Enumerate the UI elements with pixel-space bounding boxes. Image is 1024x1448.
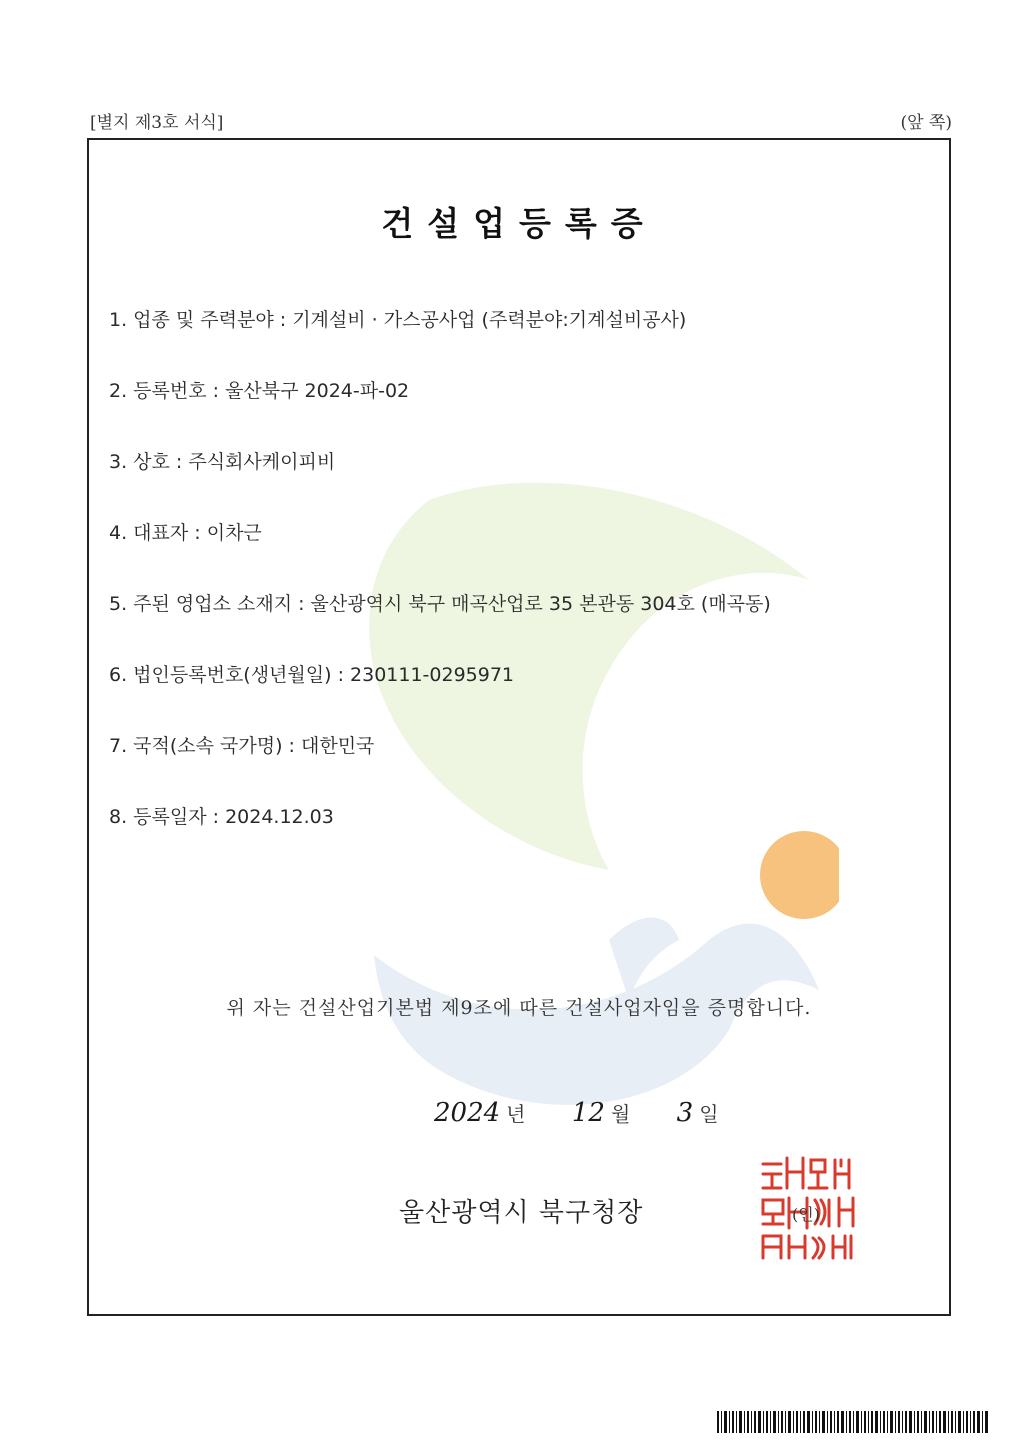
item-representative: 4. 대표자 : 이차근 bbox=[109, 522, 262, 544]
day-unit: 일 bbox=[699, 1102, 719, 1126]
item-registration-number: 2. 등록번호 : 울산북구 2024-파-02 bbox=[109, 380, 410, 402]
document-title: 건설업등록증 bbox=[381, 204, 657, 243]
item-business-type: 1. 업종 및 주력분야 : 기계설비 · 가스공사업 (주력분야:기계설비공사) bbox=[109, 309, 687, 331]
issue-month: 12 bbox=[571, 1098, 605, 1128]
year-unit: 년 bbox=[506, 1102, 526, 1126]
issue-day: 3 bbox=[676, 1098, 694, 1128]
item-nationality: 7. 국적(소속 국가명) : 대한민국 bbox=[109, 735, 375, 757]
certification-statement: 위 자는 건설산업기본법 제9조에 따른 건설사업자임을 증명합니다. bbox=[226, 997, 812, 1019]
issuer-name: 울산광역시 북구청장 bbox=[399, 1198, 644, 1228]
certificate-frame bbox=[87, 138, 951, 1316]
month-unit: 월 bbox=[610, 1102, 631, 1126]
item-corporate-number: 6. 법인등록번호(생년월일) : 230111-0295971 bbox=[109, 664, 515, 686]
issue-date bbox=[434, 1098, 759, 1128]
item-registration-date: 8. 등록일자 : 2024.12.03 bbox=[109, 806, 334, 828]
seal-mark: (인) bbox=[792, 1205, 820, 1224]
item-office-address: 5. 주된 영업소 소재지 : 울산광역시 북구 매곡산업로 35 본관동 304호 (매곡동) bbox=[109, 593, 771, 615]
registration-details bbox=[109, 305, 771, 873]
issue-year: 2024 bbox=[434, 1098, 501, 1128]
page-side-label: (앞 쪽) bbox=[900, 113, 952, 133]
form-label: [별지 제3호 서식] bbox=[90, 113, 224, 133]
barcode-icon bbox=[717, 1411, 989, 1433]
item-company-name: 3. 상호 : 주식회사케이피비 bbox=[109, 451, 336, 473]
